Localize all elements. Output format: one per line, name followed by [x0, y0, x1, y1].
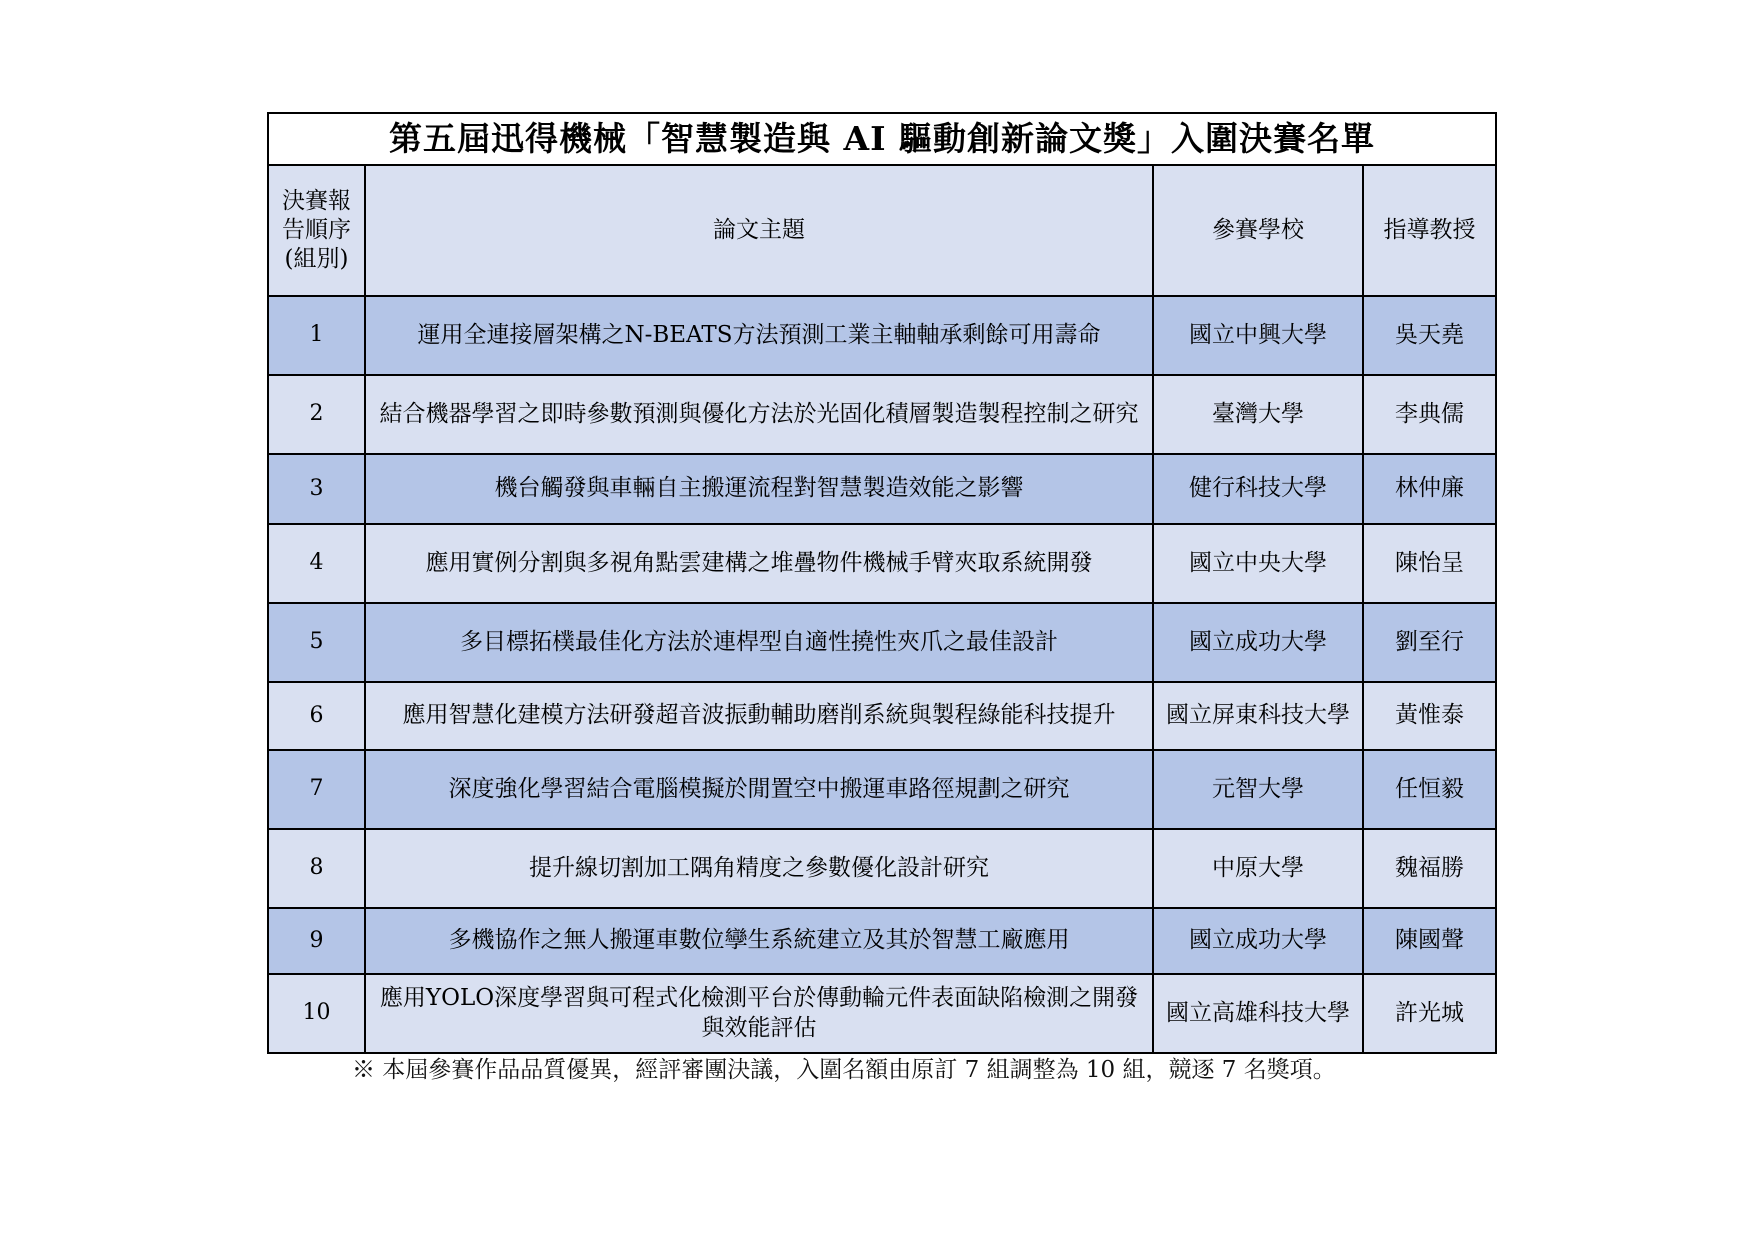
table-body: [268, 296, 1496, 1053]
row-order: 6: [268, 682, 365, 750]
row-topic: 運用全連接層架構之N-BEATS方法預測工業主軸軸承剩餘可用壽命: [365, 296, 1153, 375]
row-advisor: 陳怡呈: [1363, 524, 1496, 603]
row-advisor: 許光城: [1363, 974, 1496, 1053]
row-school: 國立中興大學: [1153, 296, 1363, 375]
footnote: ※ 本屆參賽作品品質優異，經評審團決議，入圍名額由原訂 7 組調整為 10 組，競逐 7 名獎項。: [352, 1057, 1336, 1083]
finalist-table: [267, 112, 1497, 1054]
table-title: 第五屆迅得機械「智慧製造與 AI 驅動創新論文獎」入圍決賽名單: [268, 113, 1496, 165]
table-row: [268, 375, 1496, 454]
row-school: 中原大學: [1153, 829, 1363, 908]
row-school: 國立成功大學: [1153, 603, 1363, 682]
row-order: 7: [268, 750, 365, 829]
row-advisor: 吳天堯: [1363, 296, 1496, 375]
row-school: 國立中央大學: [1153, 524, 1363, 603]
row-topic: 深度強化學習結合電腦模擬於閒置空中搬運車路徑規劃之研究: [365, 750, 1153, 829]
header-school: 參賽學校: [1153, 165, 1363, 296]
table-row: [268, 603, 1496, 682]
title-row: [268, 113, 1496, 165]
row-advisor: 黃惟泰: [1363, 682, 1496, 750]
row-school: 國立高雄科技大學: [1153, 974, 1363, 1053]
row-topic: 結合機器學習之即時參數預測與優化方法於光固化積層製造製程控制之研究: [365, 375, 1153, 454]
row-topic: 應用智慧化建模方法研發超音波振動輔助磨削系統與製程綠能科技提升: [365, 682, 1153, 750]
row-topic: 應用實例分割與多視角點雲建構之堆疊物件機械手臂夾取系統開發: [365, 524, 1153, 603]
row-advisor: 任恒毅: [1363, 750, 1496, 829]
row-topic: 提升線切割加工隅角精度之參數優化設計研究: [365, 829, 1153, 908]
row-advisor: 陳國聲: [1363, 908, 1496, 974]
header-advisor: 指導教授: [1363, 165, 1496, 296]
header-topic: 論文主題: [365, 165, 1153, 296]
table-row: [268, 524, 1496, 603]
row-order: 4: [268, 524, 365, 603]
row-topic: 多目標拓樸最佳化方法於連桿型自適性撓性夾爪之最佳設計: [365, 603, 1153, 682]
row-topic: 多機協作之無人搬運車數位孿生系統建立及其於智慧工廠應用: [365, 908, 1153, 974]
row-school: 健行科技大學: [1153, 454, 1363, 524]
row-order: 2: [268, 375, 365, 454]
row-advisor: 劉至行: [1363, 603, 1496, 682]
table-row: [268, 750, 1496, 829]
row-topic: 應用YOLO深度學習與可程式化檢測平台於傳動輪元件表面缺陷檢測之開發與效能評估: [365, 974, 1153, 1053]
row-order: 3: [268, 454, 365, 524]
table-row: [268, 908, 1496, 974]
row-topic: 機台觸發與車輛自主搬運流程對智慧製造效能之影響: [365, 454, 1153, 524]
table-row: [268, 296, 1496, 375]
row-order: 1: [268, 296, 365, 375]
header-order: 決賽報告順序(組別): [268, 165, 365, 296]
row-advisor: 李典儒: [1363, 375, 1496, 454]
row-school: 國立屏東科技大學: [1153, 682, 1363, 750]
table-row: [268, 454, 1496, 524]
row-school: 國立成功大學: [1153, 908, 1363, 974]
row-school: 元智大學: [1153, 750, 1363, 829]
row-order: 5: [268, 603, 365, 682]
row-school: 臺灣大學: [1153, 375, 1363, 454]
row-order: 10: [268, 974, 365, 1053]
row-order: 9: [268, 908, 365, 974]
header-row: [268, 165, 1496, 296]
row-advisor: 魏福勝: [1363, 829, 1496, 908]
row-advisor: 林仲廉: [1363, 454, 1496, 524]
row-order: 8: [268, 829, 365, 908]
table-row: [268, 682, 1496, 750]
table-row: [268, 974, 1496, 1053]
finalist-list-sheet: [267, 112, 1495, 1054]
table-row: [268, 829, 1496, 908]
